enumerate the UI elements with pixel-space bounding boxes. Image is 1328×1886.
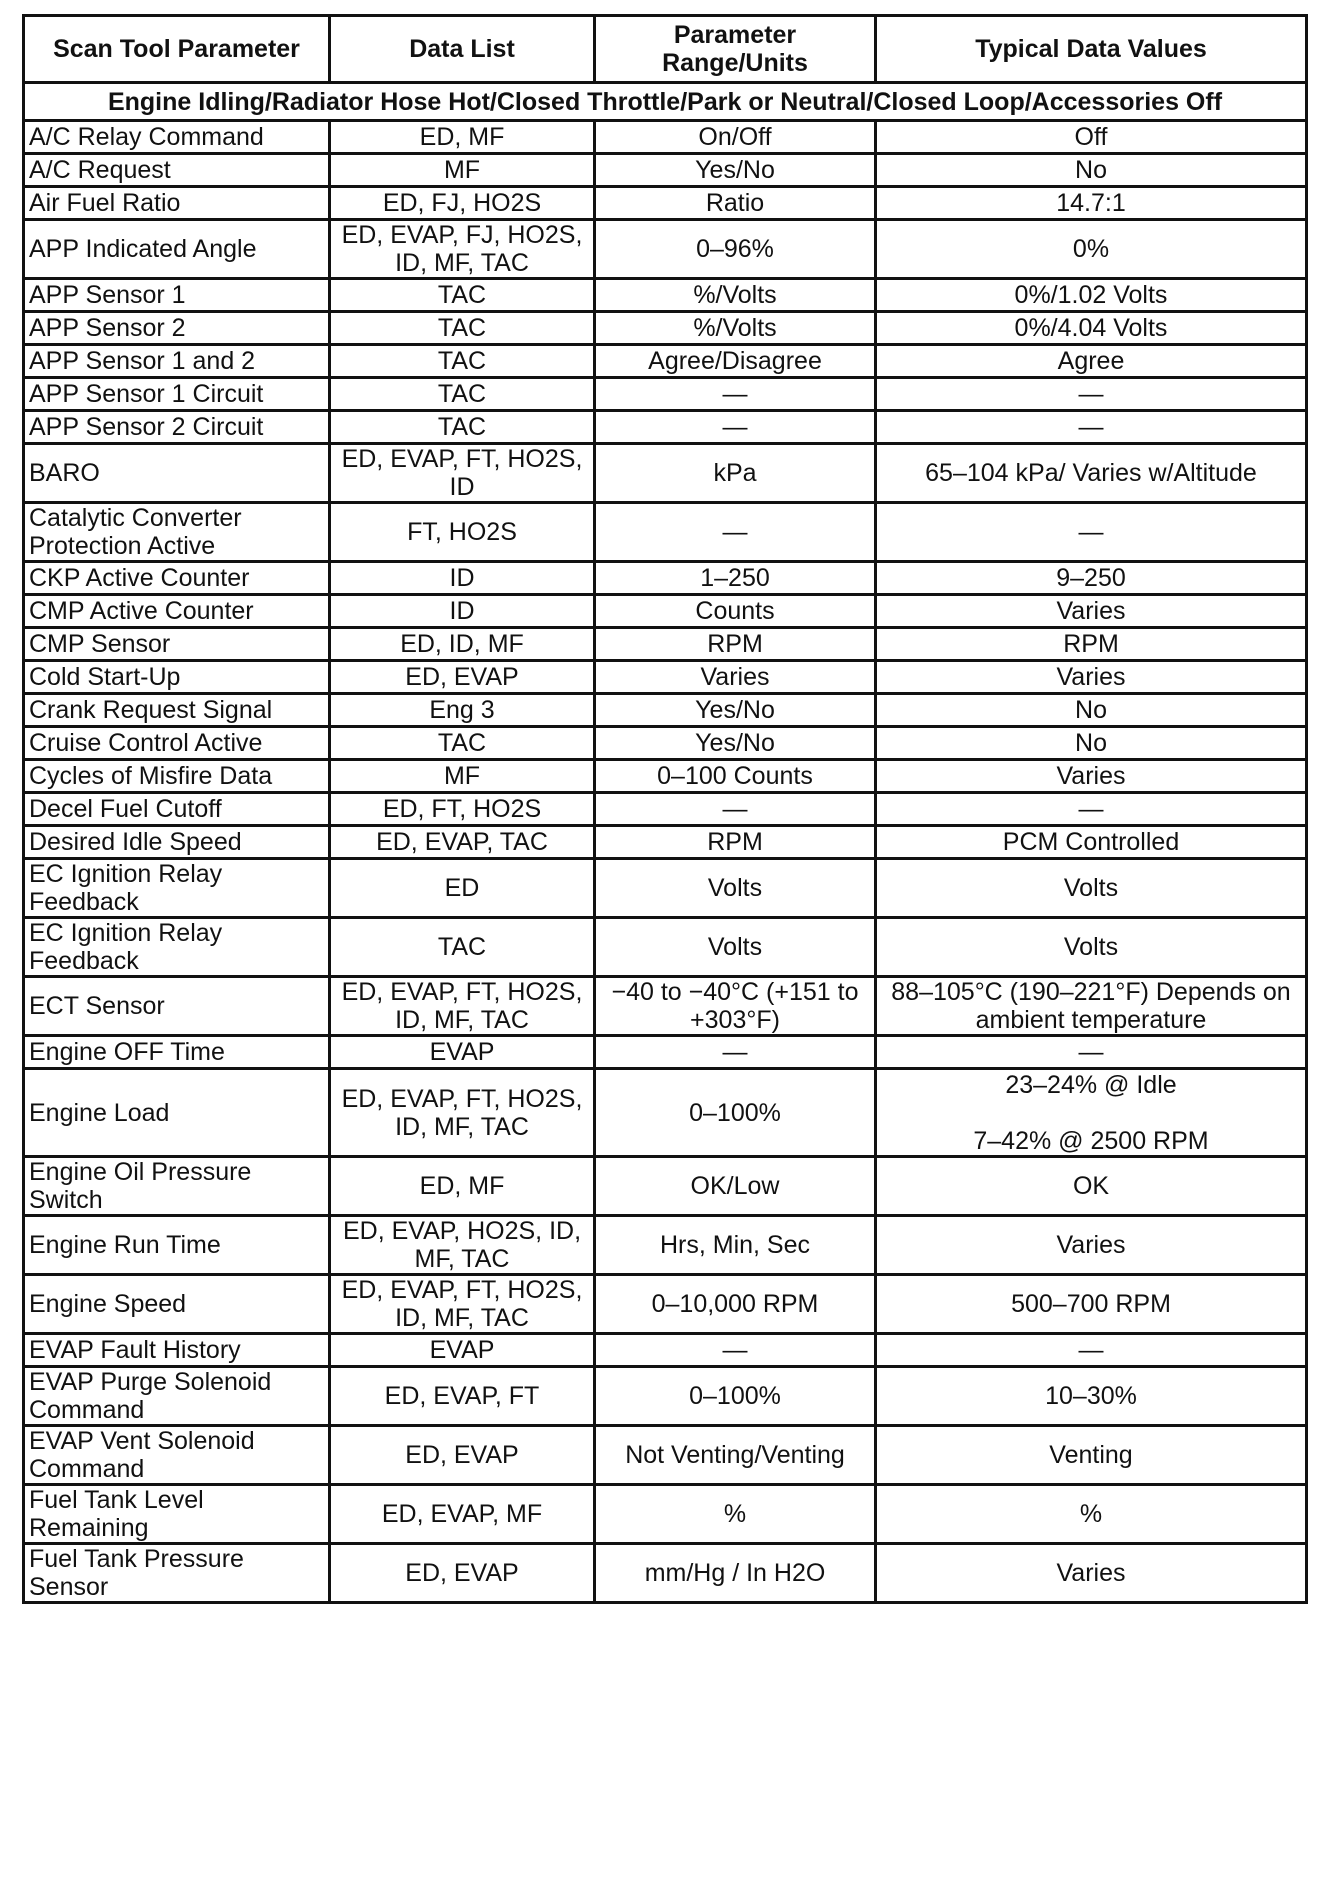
data-list-cell: TAC [330,411,595,444]
range-units-cell: Yes/No [595,154,876,187]
data-list-cell: TAC [330,727,595,760]
data-list-cell: TAC [330,279,595,312]
table-row [24,628,1307,661]
range-units-cell: — [595,793,876,826]
table-row [24,1485,1307,1544]
condition-banner-row [24,83,1307,121]
table-row [24,918,1307,977]
table-row [24,345,1307,378]
range-units-cell: Counts [595,595,876,628]
table-row [24,694,1307,727]
data-list-cell: ED, EVAP, FT [330,1367,595,1426]
data-list-cell: ED, MF [330,121,595,154]
typical-value-cell: 500–700 RPM [876,1275,1307,1334]
table-row [24,187,1307,220]
range-units-cell: — [595,411,876,444]
parameter-cell: A/C Relay Command [24,121,330,154]
typical-value-cell: Varies [876,1544,1307,1603]
header-range-line-1: Parameter [673,21,797,49]
data-list-cell: ED, EVAP, MF [330,1485,595,1544]
parameter-cell: Decel Fuel Cutoff [24,793,330,826]
range-units-cell: 0–100% [595,1069,876,1157]
data-list-cell: ID [330,595,595,628]
typical-value-cell: — [876,503,1307,562]
parameter-cell: APP Sensor 1 [24,279,330,312]
data-list-cell: ED, MF [330,1157,595,1216]
typical-value-cell: — [876,1036,1307,1069]
table-row [24,1367,1307,1426]
data-list-cell: ED, EVAP, HO2S, ID, MF, TAC [330,1216,595,1275]
typical-value-cell: Varies [876,1216,1307,1275]
data-list-cell: ED, FJ, HO2S [330,187,595,220]
table-row [24,595,1307,628]
range-units-cell: OK/Low [595,1157,876,1216]
typical-value-cell: — [876,1334,1307,1367]
table-row [24,503,1307,562]
parameter-cell: Catalytic Converter Protection Active [24,503,330,562]
condition-banner: Engine Idling/Radiator Hose Hot/Closed Throttle/Park or Neutral/Closed Loop/Accessories Off [24,83,1307,121]
parameter-cell: APP Indicated Angle [24,220,330,279]
data-list-cell: ED, EVAP, FJ, HO2S, ID, MF, TAC [330,220,595,279]
table-row [24,411,1307,444]
range-units-cell: Hrs, Min, Sec [595,1216,876,1275]
data-list-cell: ED [330,859,595,918]
range-units-cell: Volts [595,918,876,977]
table-row [24,1216,1307,1275]
range-units-cell: RPM [595,826,876,859]
data-list-cell: ED, EVAP [330,661,595,694]
data-list-cell: TAC [330,378,595,411]
range-units-cell: — [595,378,876,411]
typical-value-cell: Off [876,121,1307,154]
table-row [24,661,1307,694]
parameter-cell: Cold Start-Up [24,661,330,694]
data-list-cell: FT, HO2S [330,503,595,562]
data-list-cell: TAC [330,918,595,977]
range-units-cell: Agree/Disagree [595,345,876,378]
parameter-cell: Engine OFF Time [24,1036,330,1069]
parameter-cell: APP Sensor 2 [24,312,330,345]
typical-value-cell: No [876,694,1307,727]
typical-value-cell: No [876,727,1307,760]
parameter-cell: EVAP Vent Solenoid Command [24,1426,330,1485]
header-row [24,16,1307,83]
parameter-cell: APP Sensor 1 Circuit [24,378,330,411]
parameter-cell: Fuel Tank Level Remaining [24,1485,330,1544]
typical-value-cell [876,1069,1307,1157]
data-list-cell: MF [330,760,595,793]
header-typical-data-values: Typical Data Values [876,16,1307,83]
data-list-cell: EVAP [330,1334,595,1367]
table-row [24,727,1307,760]
data-list-cell: ED, EVAP [330,1426,595,1485]
data-list-cell: ED, EVAP, FT, HO2S, ID [330,444,595,503]
range-units-cell: Yes/No [595,727,876,760]
parameter-cell: CMP Sensor [24,628,330,661]
table-row [24,562,1307,595]
typical-value-cell: — [876,793,1307,826]
table-row [24,279,1307,312]
parameter-cell: Engine Speed [24,1275,330,1334]
typical-value-cell: — [876,411,1307,444]
parameter-cell: Desired Idle Speed [24,826,330,859]
typical-value-cell: Volts [876,918,1307,977]
range-units-cell: 1–250 [595,562,876,595]
parameter-cell: Fuel Tank Pressure Sensor [24,1544,330,1603]
parameter-cell: EC Ignition Relay Feedback [24,859,330,918]
typical-value-cell: 10–30% [876,1367,1307,1426]
parameter-cell: CKP Active Counter [24,562,330,595]
parameter-cell: Cycles of Misfire Data [24,760,330,793]
header-scan-tool-parameter: Scan Tool Parameter [24,16,330,83]
table-row [24,121,1307,154]
parameter-cell: A/C Request [24,154,330,187]
typical-value-cell: 14.7:1 [876,187,1307,220]
table-row [24,154,1307,187]
typical-value-cell: RPM [876,628,1307,661]
typical-value-line: 7–42% @ 2500 RPM [973,1126,1209,1155]
typical-value-cell: 88–105°C (190–221°F) Depends on ambient temperature [876,977,1307,1036]
typical-value-cell: 9–250 [876,562,1307,595]
table-row [24,1275,1307,1334]
header-parameter-range-units [595,16,876,83]
range-units-cell: kPa [595,444,876,503]
range-units-cell: — [595,1036,876,1069]
range-units-cell: 0–96% [595,220,876,279]
table-row [24,1069,1307,1157]
scan-tool-data-table [22,14,1308,1604]
data-list-cell: ED, EVAP [330,1544,595,1603]
data-list-cell: ED, ID, MF [330,628,595,661]
range-units-cell: On/Off [595,121,876,154]
header-range-line-2: Range/Units [662,49,808,77]
data-list-cell: ED, EVAP, FT, HO2S, ID, MF, TAC [330,1275,595,1334]
typical-value-cell: No [876,154,1307,187]
table-row [24,826,1307,859]
table-row [24,444,1307,503]
range-units-cell: RPM [595,628,876,661]
typical-value-cell: Agree [876,345,1307,378]
range-units-cell: — [595,503,876,562]
data-list-cell: ED, EVAP, FT, HO2S, ID, MF, TAC [330,977,595,1036]
parameter-cell: APP Sensor 2 Circuit [24,411,330,444]
data-list-cell: Eng 3 [330,694,595,727]
typical-value-cell: OK [876,1157,1307,1216]
parameter-cell: BARO [24,444,330,503]
range-units-cell: % [595,1485,876,1544]
range-units-cell: %/Volts [595,279,876,312]
typical-value-cell: 0%/4.04 Volts [876,312,1307,345]
parameter-cell: EVAP Fault History [24,1334,330,1367]
parameter-cell: Air Fuel Ratio [24,187,330,220]
table-row [24,977,1307,1036]
range-units-cell: Not Venting/Venting [595,1426,876,1485]
table-row [24,760,1307,793]
range-units-cell: Ratio [595,187,876,220]
table-row [24,1334,1307,1367]
range-units-cell: %/Volts [595,312,876,345]
table-row [24,220,1307,279]
typical-value-cell: Varies [876,760,1307,793]
table-row [24,793,1307,826]
parameter-cell: APP Sensor 1 and 2 [24,345,330,378]
parameter-cell: CMP Active Counter [24,595,330,628]
table-row [24,859,1307,918]
typical-value-cell: 0% [876,220,1307,279]
parameter-cell: Engine Load [24,1069,330,1157]
parameter-cell: Engine Run Time [24,1216,330,1275]
range-units-cell: 0–100% [595,1367,876,1426]
typical-value-cell: 65–104 kPa/ Varies w/Altitude [876,444,1307,503]
typical-value-cell: Volts [876,859,1307,918]
data-list-cell: TAC [330,345,595,378]
data-list-cell: EVAP [330,1036,595,1069]
typical-value-cell: Venting [876,1426,1307,1485]
parameter-cell: Cruise Control Active [24,727,330,760]
parameter-cell: EC Ignition Relay Feedback [24,918,330,977]
typical-value-cell: PCM Controlled [876,826,1307,859]
table-row [24,1544,1307,1603]
typical-value-cell: % [876,1485,1307,1544]
table-row [24,1426,1307,1485]
data-list-cell: ED, EVAP, TAC [330,826,595,859]
typical-value-cell: Varies [876,661,1307,694]
typical-value-cell: Varies [876,595,1307,628]
typical-value-cell: — [876,378,1307,411]
range-units-cell: 0–100 Counts [595,760,876,793]
data-list-cell: MF [330,154,595,187]
table-row [24,378,1307,411]
range-units-cell: −40 to −40°C (+151 to +303°F) [595,977,876,1036]
table-row [24,1036,1307,1069]
data-list-cell: ED, EVAP, FT, HO2S, ID, MF, TAC [330,1069,595,1157]
typical-value-cell: 0%/1.02 Volts [876,279,1307,312]
parameter-cell: Engine Oil Pressure Switch [24,1157,330,1216]
data-list-cell: ED, FT, HO2S [330,793,595,826]
data-list-cell: TAC [330,312,595,345]
parameter-cell: ECT Sensor [24,977,330,1036]
range-units-cell: 0–10,000 RPM [595,1275,876,1334]
table-row [24,1157,1307,1216]
range-units-cell: Yes/No [595,694,876,727]
header-data-list: Data List [330,16,595,83]
parameter-cell: EVAP Purge Solenoid Command [24,1367,330,1426]
parameter-cell: Crank Request Signal [24,694,330,727]
typical-value-line: 23–24% @ Idle [1005,1070,1177,1099]
range-units-cell: — [595,1334,876,1367]
table-row [24,312,1307,345]
range-units-cell: Volts [595,859,876,918]
range-units-cell: Varies [595,661,876,694]
data-list-cell: ID [330,562,595,595]
range-units-cell: mm/Hg / In H2O [595,1544,876,1603]
